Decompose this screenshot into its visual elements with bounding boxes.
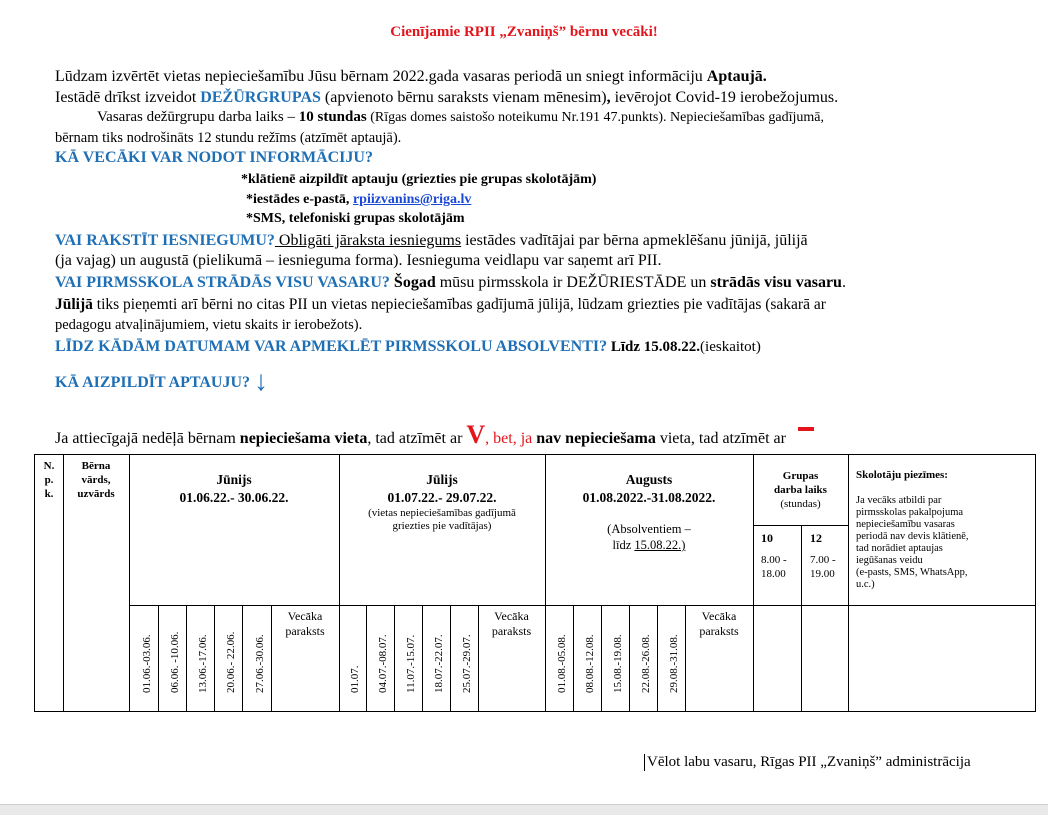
page-title: Cienījamie RPII „Zvaniņš” bērnu vecāki! [390, 24, 658, 40]
q3-line-2: Jūlijā tiks pieņemti arī bērni no citas PII un vietas nepieciešamības gadījumā jūlijā, lūdzam griezties pie vadītājas (sakarā ar [55, 296, 826, 313]
week-label: 06.06. -10.06. [169, 631, 181, 693]
npk-header: N. p. k. [43, 460, 55, 500]
week-label: 15.08.-19.08. [612, 634, 624, 693]
week-label: 01.08.-05.08. [556, 634, 568, 693]
minus-mark-icon [798, 427, 814, 431]
q1-option-email: *iestādes e-pastā, rpiizvanins@riga.lv [246, 192, 472, 207]
page-bottom-edge [0, 804, 1048, 815]
instruction-line: Ja attiecīgajā nedēļā bērnam nepieciešama vieta, tad atzīmēt ar V, bet, ja nav nepieciešama vieta, tad atzīmēt ar [55, 420, 814, 450]
week-label: 13.06.-17.06. [197, 634, 209, 693]
v-mark: V [466, 420, 486, 449]
email-link[interactable]: rpiizvanins@riga.lv [352, 192, 472, 207]
q1-heading: KĀ VECĀKI VAR NODOT INFORMĀCIJU? [55, 149, 373, 166]
week-label: 27.06.-30.06. [254, 634, 266, 693]
q4-line: LĪDZ KĀDĀM DATUMAM VAR APMEKLĒT PIRMSSKOLU ABSOLVENTI? Līdz 15.08.22.(ieskaitot) [55, 338, 761, 355]
week-label: 25.07.-29.07. [461, 634, 473, 693]
parent-signature-august: Vecāka paraksts [699, 609, 739, 638]
q2-line-2: (ja vajag) un augustā (pielikumā – iesnieguma forma). Iesnieguma veidlapu var saņemt arī PII. [55, 252, 662, 269]
intro-line-2: Iestādē drīkst izveidot DEŽŪRGRUPAS (apvienoto bērnu saraksts vienam mēnesim), ievērojot Covid-19 ierobežojumus. [55, 89, 839, 106]
q1-option-sms: *SMS, telefoniski grupas skolotājām [246, 211, 465, 226]
week-label: 20.06.- 22.06. [225, 631, 237, 693]
parent-signature-july: Vecāka paraksts [491, 609, 532, 638]
closing-signature: Vēlot labu vasaru, Rīgas PII „Zvaniņš” administrācija [644, 754, 971, 771]
hours-12-option: 12 7.00 - 19.00 [810, 531, 836, 580]
hours-10-option: 10 8.00 - 18.00 [761, 531, 787, 580]
q3-line-1: VAI PIRMSSKOLA STRĀDĀS VISU VASARU? Šogad mūsu pirmsskola ir DEŽŪRIESTĀDE un strādās visu vasaru. [55, 274, 846, 291]
week-label: 18.07.-22.07. [433, 634, 445, 693]
intro-line-3: Vasaras dežūrgrupu darba laiks – 10 stundas (Rīgas domes saistošo noteikumu Nr.191 47.punkts). Nepieciešamības gadījumā, [97, 109, 824, 125]
q3-line-3: pedagogu atvaļinājumiem, vietu skaits ir ierobežots). [55, 317, 363, 333]
attendance-table [34, 454, 1036, 712]
august-header: Augusts 01.08.2022.-31.08.2022. (Absolventiem – līdz 15.08.22.) [582, 472, 716, 552]
week-label: 01.06.-03.06. [141, 634, 153, 693]
week-label: 11.07.-15.07. [405, 634, 417, 693]
parent-signature-june: Vecāka paraksts [285, 609, 325, 638]
q1-option-onsite: *klātienē aizpildīt aptauju (griezties pie grupas skolotājām) [241, 172, 597, 187]
week-label: 08.08.-12.08. [584, 634, 596, 693]
q2-line-1: VAI RAKSTĪT IESNIEGUMU? Obligāti jāraksta iesniegums iestādes vadītājai par bērna apmeklēšanu jūnijā, jūlijā [55, 232, 808, 249]
week-label: 22.08.-26.08. [640, 634, 652, 693]
intro-line-4: bērnam tiks nodrošināts 12 stundu režīms (atzīmēt aptaujā). [55, 130, 402, 146]
arrow-down-icon: ↓ [254, 366, 268, 397]
week-label: 04.07.-08.07. [377, 634, 389, 693]
intro-line-1: Lūdzam izvērtēt vietas nepieciešamību Jūsu bērnam 2022.gada vasaras periodā un sniegt informāciju Aptaujā. [55, 68, 767, 85]
teacher-notes-header: Skolotāju piezīmes: Ja vecāks atbildi par pirmsskolas pakalpojuma nepieciešamību vasaras periodā nav devis klātienē, tad norādiet aptaujas iegūšanas veidu (e-pasts, SMS, WhatsApp, u.c.) [856, 469, 969, 590]
july-header: Jūlijs 01.07.22.- 29.07.22. (vietas nepieciešamības gadījumā griezties pie vadītājas) [368, 472, 516, 532]
week-label: 29.08.-31.08. [668, 634, 680, 693]
q5-heading: KĀ AIZPILDĪT APTAUJU? ↓ [55, 366, 268, 397]
child-name-header: Bērna vārds, uzvārds [77, 460, 115, 500]
hours-header: Grupas darba laiks (stundas) [774, 470, 827, 510]
june-header: Jūnijs 01.06.22.- 30.06.22. [179, 472, 289, 505]
week-label: 01.07. [349, 665, 361, 693]
